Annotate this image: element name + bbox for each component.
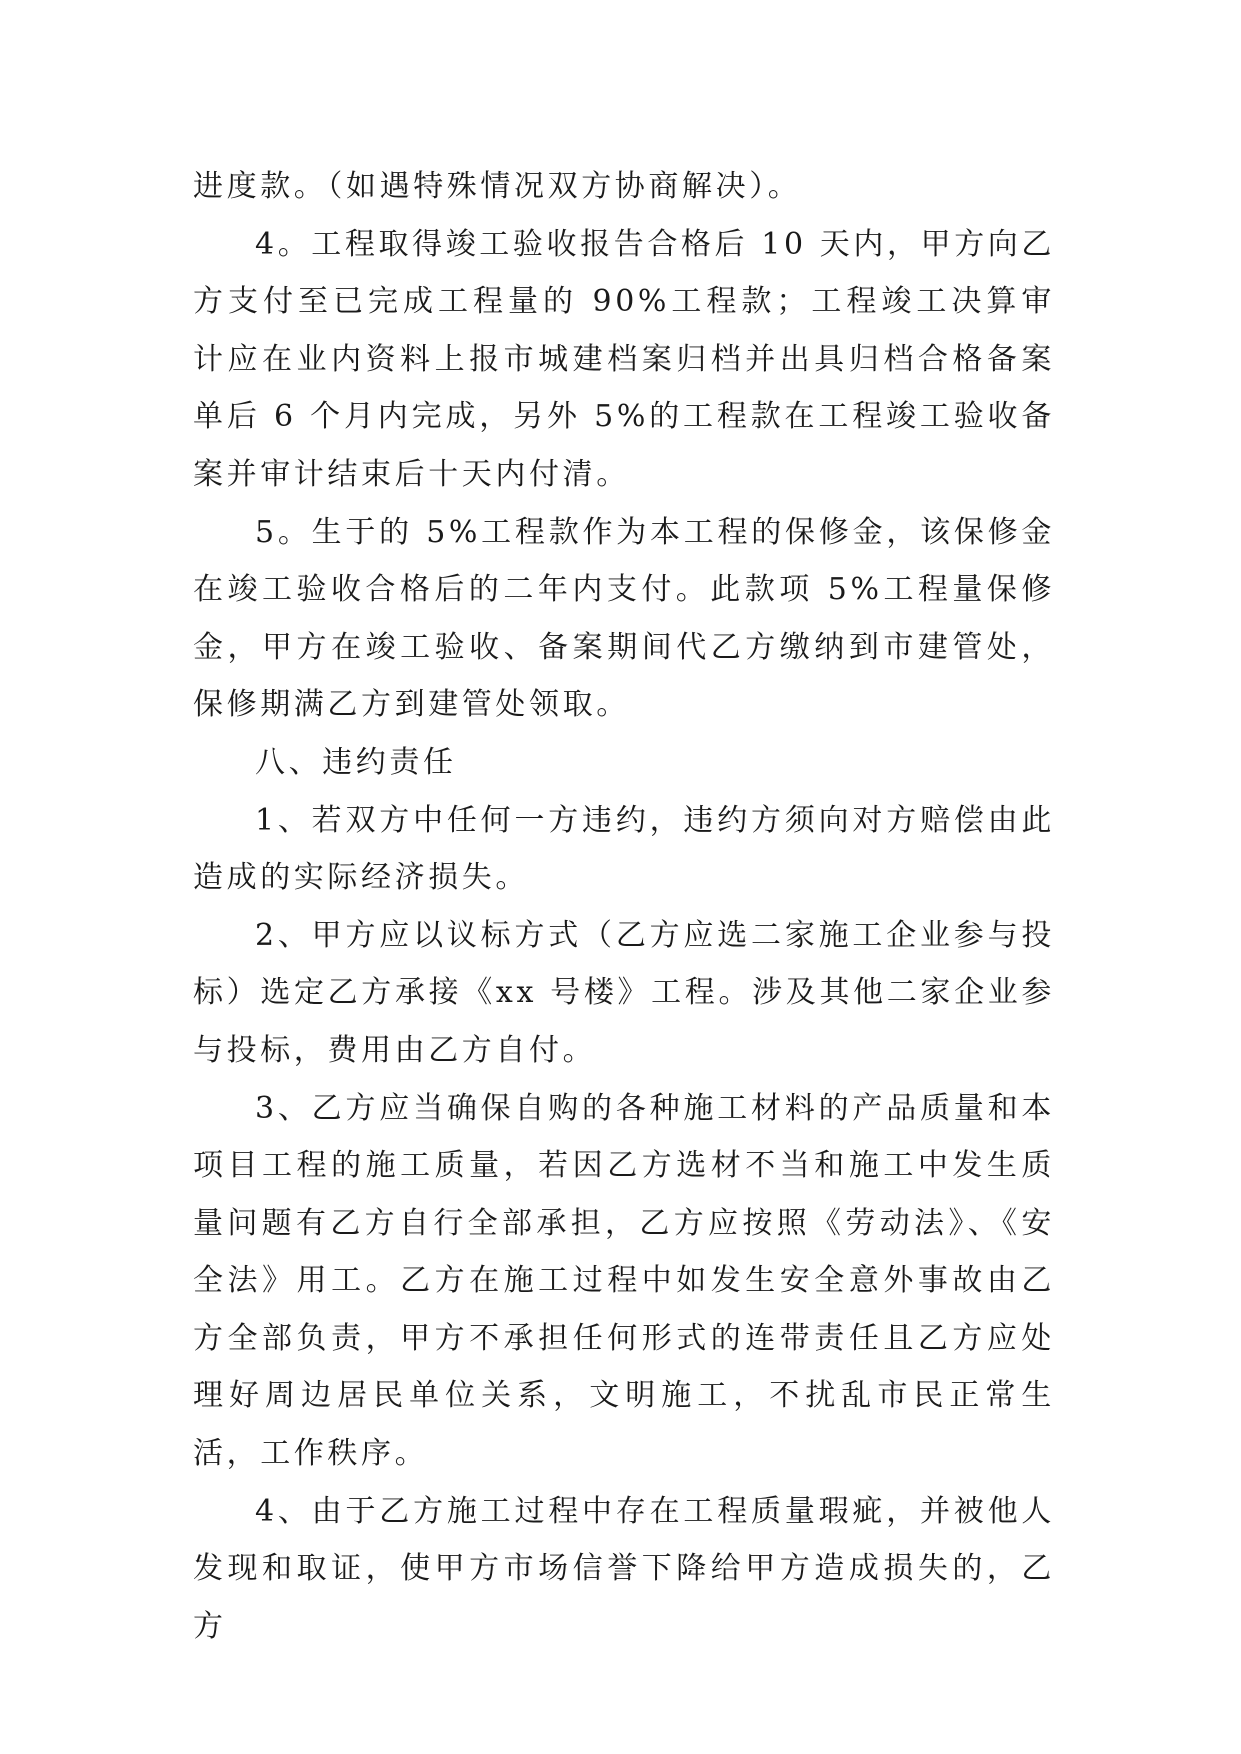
- paragraph-clause-4-completion-payment: 4。工程取得竣工验收报告合格后 10 天内，甲方向乙方支付至已完成工程量的 90%工程款；工程竣工决算审计应在业内资料上报市城建档案归档并出具归档合格备案单后 6 个月内完成，另外 5%的工程款在工程竣工验收备案并审计结束后十天内付清。: [193, 226, 1055, 492]
- paragraph-payment-progress: 进度款。（如遇特殊情况双方协商解决）。: [193, 169, 802, 204]
- paragraph-breach-4: 4、由于乙方施工过程中存在工程质量瑕疵，并被他人发现和取证，使甲方市场信誉下降给甲方造成损失的，乙方: [193, 1493, 1055, 1644]
- paragraph-breach-1: 1、若双方中任何一方违约，违约方须向对方赔偿由此造成的实际经济损失。: [193, 802, 1055, 896]
- document-page: [193, 158, 1055, 1655]
- section-heading-breach-liability: 八、违约责任: [255, 744, 457, 780]
- paragraph-breach-3: 3、乙方应当确保自购的各种施工材料的产品质量和本项目工程的施工质量，若因乙方选材不当和施工中发生质量问题有乙方自行全部承担，乙方应按照《劳动法》、《安全法》用工。乙方在施工过程中如发生安全意外事故由乙方全部负责，甲方不承担任何形式的连带责任且乙方应处理好周边居民单位关系，文明施工，不扰乱市民正常生活，工作秩序。: [193, 1090, 1055, 1472]
- paragraph-clause-5-warranty-deposit: 5。生于的 5%工程款作为本工程的保修金，该保修金在竣工验收合格后的二年内支付。此款项 5%工程量保修金，甲方在竣工验收、备案期间代乙方缴纳到市建管处，保修期满乙方到建管处领取。: [193, 514, 1055, 723]
- paragraph-breach-2: 2、甲方应以议标方式（乙方应选二家施工企业参与投标）选定乙方承接《xx 号楼》工程。涉及其他二家企业参与投标，费用由乙方自付。: [193, 917, 1055, 1068]
